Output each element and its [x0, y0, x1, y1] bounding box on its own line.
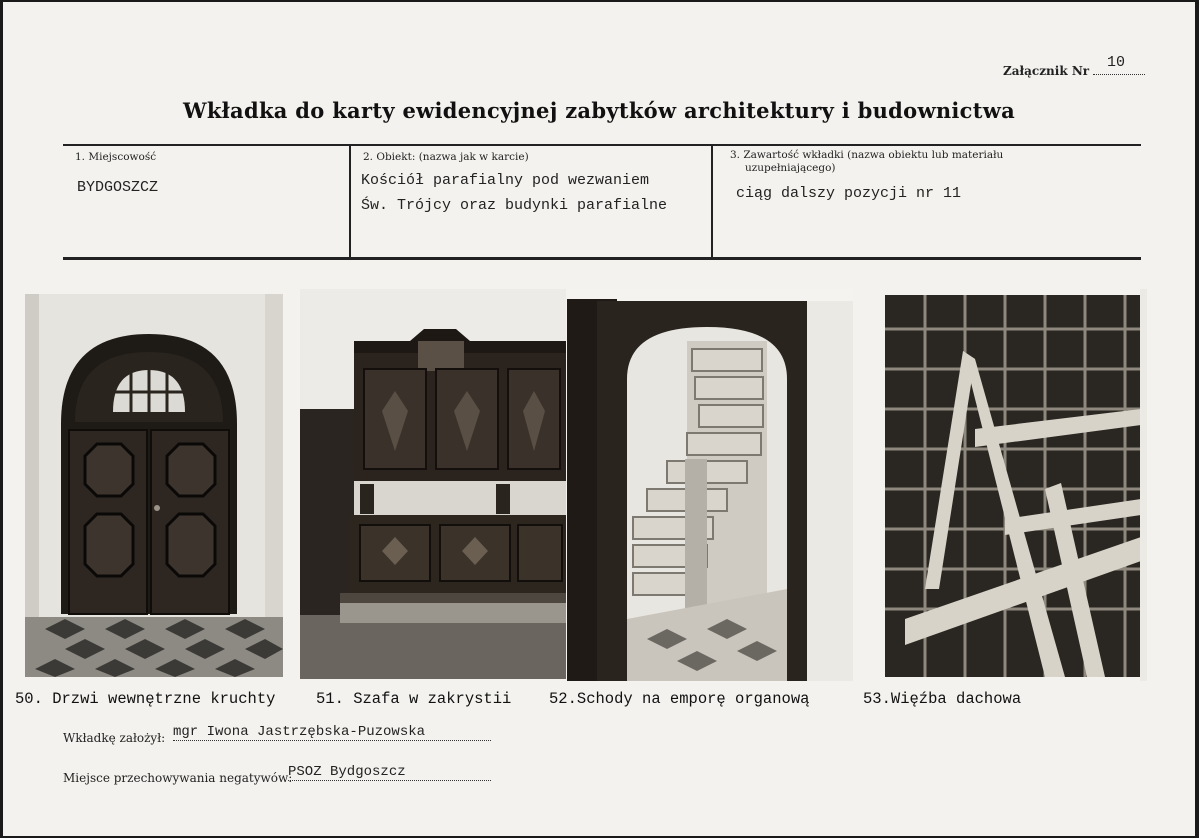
author-label: Wkładkę założył: [63, 731, 166, 745]
cabinet-illustration [300, 289, 566, 679]
photo-caption-50: 50. Drzwi wewnętrzne kruchty [15, 690, 276, 708]
record-sheet [3, 2, 1195, 836]
storage-value: PSOZ Bydgoszcz [288, 764, 491, 781]
form-top-rule [63, 144, 1141, 146]
contents-label-line2: uzupełniającego) [745, 162, 836, 174]
form-divider-2 [711, 146, 713, 257]
object-value-line2: Św. Trójcy oraz budynki parafialne [361, 197, 668, 214]
photo-caption-52: 52.Schody na emporę organową [549, 690, 810, 708]
photo-caption-53: 53.Więźba dachowa [863, 690, 1022, 708]
annex-value: 10 [1106, 54, 1125, 71]
form-divider-1 [349, 146, 351, 257]
photo-stairs [567, 289, 853, 681]
door-illustration [25, 294, 283, 677]
stairs-illustration [567, 289, 853, 681]
form-bottom-rule [63, 257, 1141, 260]
storage-label: Miejsce przechowywania negatywów: [63, 771, 293, 785]
photo-caption-51: 51. Szafa w zakrystii [316, 690, 512, 708]
locality-value: BYDGOSZCZ [77, 179, 159, 196]
object-label: 2. Obiekt: (nazwa jak w karcie) [363, 151, 529, 163]
photo-door [25, 294, 283, 677]
photo-cabinet [300, 289, 566, 679]
annex-number [1003, 54, 1145, 78]
object-value-line1: Kościół parafialny pod wezwaniem [361, 172, 650, 189]
page-title: Wkładka do karty ewidencyjnej zabytków architektury i budownictwa [182, 98, 1016, 123]
locality-label: 1. Miejscowość [75, 151, 157, 163]
contents-label-line1: 3. Zawartość wkładki (nazwa obiektu lub materiału [730, 149, 1004, 161]
annex-label: Załącznik Nr [1003, 64, 1090, 78]
author-value: mgr Iwona Jastrzębska-Puzowska [173, 724, 491, 741]
contents-value: ciąg dalszy pozycji nr 11 [736, 185, 962, 202]
roof-truss-illustration [865, 289, 1147, 681]
photo-roof-truss [865, 289, 1147, 681]
